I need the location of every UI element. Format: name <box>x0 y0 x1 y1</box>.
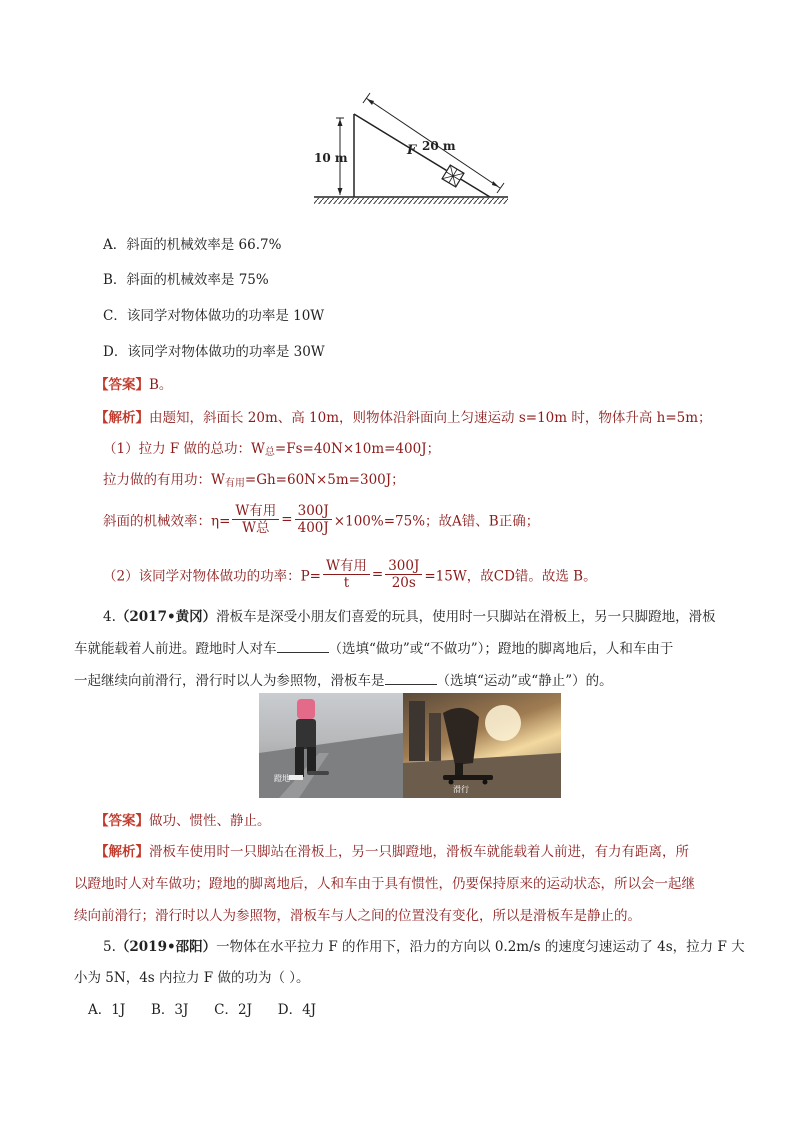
incline-diagram <box>312 92 510 214</box>
length-label: 20 m <box>422 139 456 153</box>
q3-answer <box>95 373 172 393</box>
q3-analysis-line1: 【解析】由题知，斜面长 20m、高 10m，则物体沿斜面向上匀速运动 s=10m 时，物体升高 h=5m； <box>95 410 712 426</box>
q4-line1: 4.（2017•黄冈）滑板车是深受小朋友们喜爱的玩具，使用时一只脚站在滑板上，另一只脚蹬地，滑板 <box>103 609 716 625</box>
answer-tag: 【答案】 <box>95 377 149 393</box>
q4-analysis-line1: 【解析】滑板车使用时一只脚站在滑板上，另一只脚蹬地，滑板车就能载着人前进，有力有距离，所 <box>95 844 689 860</box>
q4-answer: 【答案】做功、惯性、静止。 <box>95 813 271 829</box>
photo-left-label: 蹬地 <box>274 774 290 783</box>
height-label: 10 m <box>314 151 348 165</box>
analysis-tag: 【解析】 <box>95 410 149 426</box>
q4-analysis-line3: 续向前滑行；滑行时以人为参照物，滑板车与人之间的位置没有变化，所以是滑板车是静止的。 <box>74 908 641 924</box>
force-label: F <box>407 143 417 158</box>
q5-line2: 小为 5N，4s 内拉力 F 做的功为（ ）。 <box>74 970 310 986</box>
blank-1[interactable] <box>277 639 329 653</box>
q3-analysis-line2: （1）拉力 F 做的总功：$W_总=Fs=40N\times 10m=400J$； <box>103 441 441 458</box>
option-a: A．斜面的机械效率是 66.7% <box>103 237 282 253</box>
photo-right-label: 滑行 <box>453 785 469 794</box>
option-d: D．该同学对物体做功的功率是 30W <box>103 344 325 360</box>
option-b: B．斜面的机械效率是 75% <box>103 272 269 288</box>
photo-gliding <box>403 693 561 798</box>
force-arrow <box>416 152 446 170</box>
q3-power-formula: （2）该同学对物体做功的功率：P= $\frac{\text{W有用}}{t}$ = $\frac{300J}{20s}$ =15W，故CD错。故选 B。 <box>103 558 597 591</box>
option-c: C．该同学对物体做功的功率是 10W <box>103 308 325 324</box>
q5-line1: 5.（2019•邵阳）一物体在水平拉力 F 的作用下，沿力的方向以 0.2m/s 的速度匀速运动了 4s，拉力 F 大 <box>103 939 745 955</box>
ground-hatch <box>314 198 508 204</box>
q4-analysis-line2: 以蹬地时人对车做功；蹬地的脚离地后，人和车由于具有惯性，仍要保持原来的运动状态，所以会一起继 <box>74 876 695 892</box>
block-on-incline <box>442 165 464 187</box>
answer-text: B。 <box>149 377 173 393</box>
q4-line2: 车就能载着人前进。蹬地时人对车 （选填“做功”或“不做功”）；蹬地的脚离地后，人和车由于 <box>74 641 674 657</box>
q5-options: A．1J B．3J C．2J D．4J <box>88 1002 317 1018</box>
photo-push-off <box>259 693 403 798</box>
q4-line3: 一起继续向前滑行，滑行时以人为参照物，滑板车是 （选填“运动”或“静止”）的。 <box>74 673 613 689</box>
blank-2[interactable] <box>385 671 437 685</box>
q3-analysis-line3: 拉力做的有用功：$W_{有用}=Gh=60N\times 5m=300J$； <box>103 472 405 489</box>
q3-efficiency-formula: 斜面的机械效率：η= $\frac{\text{W有用}}{\text{W总}}$ = $\frac{300J}{400J}$ ×100%=75%；故A错、B正确； <box>103 503 540 536</box>
